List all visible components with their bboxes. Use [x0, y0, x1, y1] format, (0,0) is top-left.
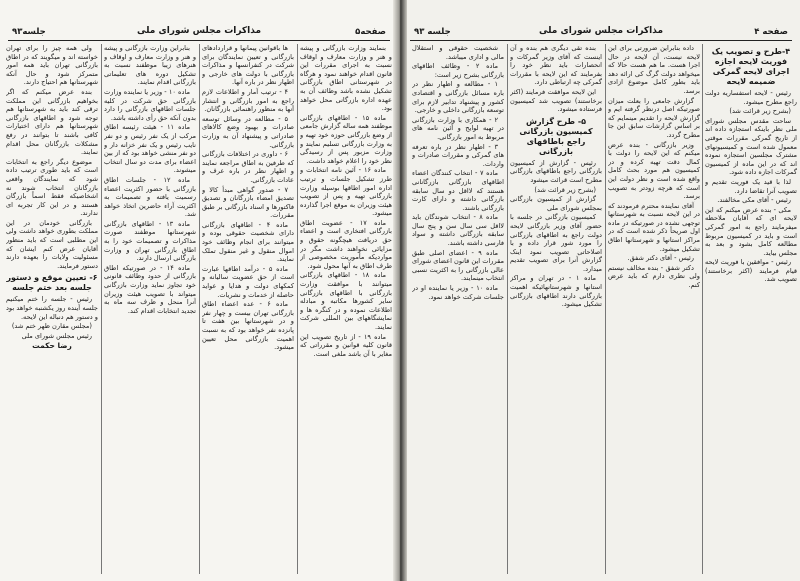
paragraph: ماده ۷ - انتخاب کنندگان اعضاء اطاقهای بازرگانی بازرگانانی هستند که لااقل دو سال سابقه بازرگانی داشته و دارای کارت بازرگانی باشند. — [412, 169, 504, 212]
paragraph: رئیس - گزارش از کمیسیون بازرگانی راجع باطاقهای بازرگانی مطرح است قرائت میشود — [510, 158, 602, 184]
text-column — [6, 44, 98, 574]
column-divider — [605, 44, 606, 574]
paragraph: مکی - بنده عرض میکنم که این لایحه ای که آقایان ملاحظه میفرمایند راجع به امور گمرکی است و باید در کمیسیون مربوط مطالعه کامل بشود و بعد به مجلس بیاید. — [705, 205, 797, 257]
paragraph: ماده ۸ - انتخاب شوندگان باید لااقل سی سال سن و پنج سال سابقه بازرگانی داشته و سواد فارسی داشته باشند. — [412, 213, 504, 248]
paragraph: گزارش جامعی را بعلت میزان صورتیکه اصل درنظر گرفته ایم و گزارش لایحه را تقدیم مینمایم که بر اساس گزارشات سابق این جا مطرح گردد. — [608, 96, 700, 139]
paragraph: رئیس مجلس شورای ملی — [21, 331, 92, 340]
column-divider — [199, 44, 200, 574]
paragraph: بنمایند وزارت بازرگانی و پیشه و هنر و وزارت معارف و اوقاف نسبت به اجرای مقررات این قانون اقدام خواهند نمود و هرگاه در شهرستانی اطاق بازرگانی تشکیل نشده باشد وظائف آن به عهده اداره بازرگانی محل خواهد بود. — [300, 44, 392, 113]
paragraph: ماده ۱۵ - اطاقهای بازرگانی موظفند همه ساله گزارش جامعی از وضع بازرگانی حوزه خود تهیه و به وزارت بازرگانی تسلیم نمایند و وزارت مزبور پس از رسیدگی نظر خود را اعلام خواهد داشت. — [300, 113, 392, 165]
paragraph: ماده ۱۶ - آئین نامه انتخابات و طرز تشکیل جلسات و ترتیب اداره امور اطاقها بوسیله وزارت بازرگانی تهیه و پس از تصویب هیئت وزیران به موقع اجرا گذارده میشود. — [300, 166, 392, 218]
paragraph: ولی همه چیز را برای تهران خواسته اند و میگویند که در اطاق بازرگانی تهران باید همه امور متمرکز شود و حال آنکه شهرستانها هم احتیاج دارند. — [6, 44, 98, 87]
paragraph: ماده ۴ - اطاقهای بازرگانی دارای شخصیت حقوقی بوده و میتوانند برای انجام وظائف خود اموال منقول و غیر منقول تملک نمایند. — [202, 220, 294, 264]
text-column — [202, 44, 294, 574]
paragraph: ماده ۱۴ - در صورتیکه اطاق بازرگانی از حدود وظائف قانونی خود تجاوز نماید وزارت بازرگانی میتواند با تصویب هیئت وزیران آنرا منحل و ظرف سه ماه به تجدید انتخابات اقدام کند. — [104, 263, 196, 315]
paragraph: ماده ۱ - در تهران و مراکز استانها و شهرستانهائیکه اهمیت بازرگانی دارند اطاقهای بازرگانی تشکیل میشود. — [510, 274, 602, 309]
column-divider — [101, 44, 102, 574]
paragraph: ها باقوانین پیمانها و قراردادهای بازرگانی و تعیین نمایندگان برای شرکت در کنفرانسها و مذاکرات بازرگانی با دولت های خارجی و اظهار نظر در باره آنها. — [202, 44, 294, 87]
paragraph: ۴ - ترتیب آمار و اطلاعات لازم راجع به امور بازرگانی و انتشار آنها به منظور راهنمائی بازرگانان. — [202, 87, 294, 114]
paragraph: بنده عرض میکنم که اگر بخواهیم بازرگانی این مملکت ترقی کند باید به شهرستانها هم توجه شود و اطاقهای بازرگانی شهرستانها هم دارای اختیارات کافی باشند تا بتوانند در رفع مشکلات بازرگانان محل اقدام نمایند. — [6, 87, 98, 157]
paragraph: ۷ - صدور گواهی مبدأ کالا و تصدیق امضاء بازرگانان و تصدیق فاکتورها و اسناد بازرگانی بر طبق مقررات. — [202, 185, 294, 220]
paragraph: دکتر شفق - بنده مخالف نیستم ولی نظری دارم که باید عرض کنم. — [608, 263, 700, 290]
section-heading: ۴-طرح و تصویب یک فوریت لایحه اجازه اجرای لایحه گمرکی ضمیمه لایحه — [711, 47, 791, 86]
paragraph: داده بنابراین ضرورتی برای این لایحه نیست، آن لایحه در حال اجرا هست. ما هم هست حالا که میخواهد دولت گرگ کی ارائه دهد باید بطور کامل موضوع ازادی برسد. — [608, 44, 700, 95]
page-title: مذاکرات مجلس شورای ملی — [538, 26, 664, 36]
page-header — [8, 26, 390, 41]
paragraph: کمیسیون بازرگانی در جلسه با حضور آقای وزیر بازرگانی لایحه دولت راجع به اطاقهای بازرگانی را مورد شور قرار داده و با اصلاحاتی تصویب نمود اینک گزارش آنرا برای تصویب تقدیم میدارد. — [510, 213, 602, 273]
column-divider — [507, 44, 508, 574]
paragraph: رئیس - آقای مکی مخالفند. — [717, 196, 791, 205]
paragraph: بنده تقی دیگری هم بنده و آن اینست که آقای وزیر گمرکات و انحصارات باید نظر خود را بفرمایند که این لایحه با مقررات گمرکی چه ارتباطی دارد. — [510, 44, 602, 87]
paragraph: گزارش از کمیسیون بازرگانی بمجلس شورای ملی — [510, 195, 602, 212]
left-page — [0, 0, 398, 581]
paragraph: ماده ۱۰ - وزیر یا نماینده او در جلسات شرکت خواهد نمود. — [412, 284, 504, 301]
paragraph: ماده ۱۲ - جلسات اطاق بازرگانی با حضور اکثریت اعضاء رسمیت یافته و تصمیمات به اکثریت آراء حاضرین اتخاذ خواهد شد. — [104, 175, 196, 219]
paragraph: ماده ۱۹ - از تاریخ تصویب این قانون کلیه قوانین و مقرراتی که مغایر با آن باشد ملغی است. — [300, 332, 392, 358]
paragraph: ماده ۱۱ - هیئت رئیسه اطاق مرکب از یک نفر رئیس و دو نفر نایب رئیس و یک نفر خزانه دار و دو نفر منشی خواهد بود که از بین اعضاء برای مدت دو سال انتخاب میشوند. — [104, 123, 196, 175]
paragraph: (مجلس مقارن ظهر ختم شد) — [11, 322, 92, 331]
paragraph: ماده ۲ - وظائف اطاقهای بازرگانی بشرح زیر است: — [412, 62, 504, 79]
column-divider — [297, 44, 298, 574]
text-column — [608, 44, 700, 574]
page-number: صفحه ۴ — [754, 27, 788, 37]
paragraph: ماده ۶ - عده اعضاء اطاق بازرگانی تهران بیست و چهار نفر و در شهرستانها بین هفت تا پانزده نفر خواهد بود که به نسبت اهمیت بازرگانی محل تعیین میشود. — [202, 300, 294, 352]
paragraph: رئیس - آقای دکتر شفق. — [627, 254, 694, 263]
paragraph: ماده ۱۰ - وزیر یا نماینده وزارت بازرگانی حق شرکت در کلیه جلسات اطاقهای بازرگانی را دارد بدون آنکه حق رأی داشته باشد. — [104, 87, 196, 122]
text-column — [705, 44, 797, 574]
paragraph: آقای نماینده محترم فرمودند که در این لایحه نسبت به شهرستانها توجهی نشده در صورتیکه در ماده اول صریحاً ذکر شده است که در مراکز استانها و شهرستانها اطاق تشکیل میشود. — [608, 201, 700, 253]
paragraph: رئیس - موافقین با فوریت لایحه قیام فرمایند (اکثر برخاستند) تصویب شد. — [705, 258, 797, 284]
session-number: جلسه ۹۳ — [414, 27, 451, 37]
text-column — [104, 44, 196, 574]
paragraph: ماده ۱۷ - عضویت اطاق بازرگانی افتخاری است و اعضاء حق دریافت هیچگونه حقوق و مزایائی نخواهند داشت مگر در مواردیکه مأموریت مخصوصی از طرف اطاق به آنها محول شود. — [300, 218, 392, 270]
text-column — [300, 44, 392, 574]
paragraph: بنابراین وزارت بازرگانی و پیشه و هنر و وزارت معارف و اوقاف و هنرهای زیبا موظفند نسبت به تشکیل دوره های تعلیماتی بازرگانی اقدام نمایند. — [104, 44, 196, 87]
section-heading: ۶- تعیین موقع و دستور جلسه بعد ختم جلسه — [6, 273, 98, 293]
binding-gutter — [393, 0, 407, 581]
paragraph: ماده ۱۸ - اطاقهای بازرگانی میتوانند با موافقت وزارت بازرگانی با اطاقهای بازرگانی سایر کشورها مکاتبه و مبادله اطلاعات نموده و در کنگره ها و نمایشگاههای بین المللی شرکت نمایند. — [300, 271, 392, 331]
paragraph: ۱ - مطالعه و اظهار نظر در باره مسائل بازرگانی و اقتصادی کشور و پیشنهاد تدابیر لازم برای توسعه بازرگانی داخلی و خارجی. — [412, 80, 504, 115]
page-title: مذاکرات مجلس شورای ملی — [136, 26, 262, 36]
paragraph: موضوع دیگر راجع به انتخابات است که باید طوری ترتیب داده شود که نمایندگان واقعی بازرگانان انتخاب شوند نه اشخاصیکه فقط اسماً بازرگان هستند و در این کار تجربه ای ندارند. — [6, 157, 98, 218]
paragraph: رئیس - جلسه را ختم میکنیم جلسه آینده روز یکشنبه خواهد بود و دستور هم دنباله این لایحه. — [6, 295, 98, 321]
column-divider — [702, 44, 703, 574]
paragraph: ماده ۱۳ - اطاقهای بازرگانی شهرستانها موظفند صورت مذاکرات و تصمیمات خود را به اطاق بازرگانی تهران و وزارت بازرگانی ارسال دارند. — [104, 219, 196, 263]
signature-name: رضا حکمت — [32, 341, 72, 351]
paragraph: لذا با قید یک فوریت تقدیم و تصویب آنرا تقاضا دارد. — [705, 177, 797, 195]
paragraph: وزیر بازرگانی - بنده عرض میکنم که این لایحه را دولت با کمال دقت تهیه کرده و در کمیسیون هم مورد بحث کامل واقع شده است و نظر دولت این است که هرچه زودتر به تصویب برسد. — [608, 140, 700, 201]
paragraph: ۵ - مطالعه در وسائل توسعه صادرات و بهبود وضع کالاهای صادراتی و پیشنهاد آن به وزارت بازرگانی. — [202, 114, 294, 149]
paragraph: رئیس - لایحه استفساریه دولت راجع مطرح میشود. — [705, 89, 797, 106]
paragraph: شخصیت حقوقی و استقلال مالی و اداری میباشد. — [412, 44, 504, 61]
paragraph: ماده ۹ - اعضای اصلی طبق مقررات این قانون اعضای شورای عالی بازرگانی را به اکثریت نسبی انتخاب مینمایند. — [412, 248, 504, 283]
paragraph: ساحت مقدس مجلس شورای ملی نظر باینکه استجازه داده اند از تاریخ گمرکی مقررات موقتی معمول شده است و کمیسیونهای مشترک مجلسین استجازه نموده اند که در این ماده از کمیسیون گمرکات اجازه داده شود. — [705, 116, 797, 177]
page-number: صفحه۵ — [355, 27, 386, 37]
paragraph: ۲ - همکاری با وزارت بازرگانی در تهیه لوایح و آئین نامه های مربوط به امور بازرگانی. — [412, 115, 504, 141]
section-heading: ۵- طرح گزارش کمیسیون بازرگانی راجع باطاقهای بازرگانی — [519, 116, 593, 156]
paragraph: بازرگانی خودمان در این مملکت بطوری خواهد داشت ولی این مطلبی است که باید منظور آقایان عرض کنم ایشان که مسئولیت ولایات را بعهده دارند دستور فرمایند. — [6, 218, 98, 270]
text-column — [510, 44, 602, 574]
text-column — [412, 44, 504, 574]
paragraph: ماده ۵ - درآمد اطاقها عبارت است از حق عضویت سالیانه و کمکهای دولت و هدایا و عواید حاصله از خدمات و نشریات. — [202, 264, 294, 299]
session-number: جلسه۹۳ — [12, 27, 46, 37]
paragraph: (بشرح زیر قرائت شد) — [534, 185, 596, 194]
paragraph: ۳ - اظهار نظر در باره تعرفه های گمرکی و مقررات صادرات و واردات. — [412, 142, 504, 168]
right-page — [402, 0, 800, 581]
page-header — [410, 26, 792, 41]
paragraph: (بشرح زیر قرائت شد) — [729, 107, 791, 116]
paragraph: این لایحه موافقت فرمایند (اکثر برخاستند) تصویب شد کمیسیون فرستاده میشود. — [510, 87, 602, 114]
paragraph: ۶ - داوری در اختلافات بازرگانی که طرفین به اطاق مراجعه نمایند و اظهار نظر در باره عرف و عادات بازرگانی. — [202, 150, 294, 184]
